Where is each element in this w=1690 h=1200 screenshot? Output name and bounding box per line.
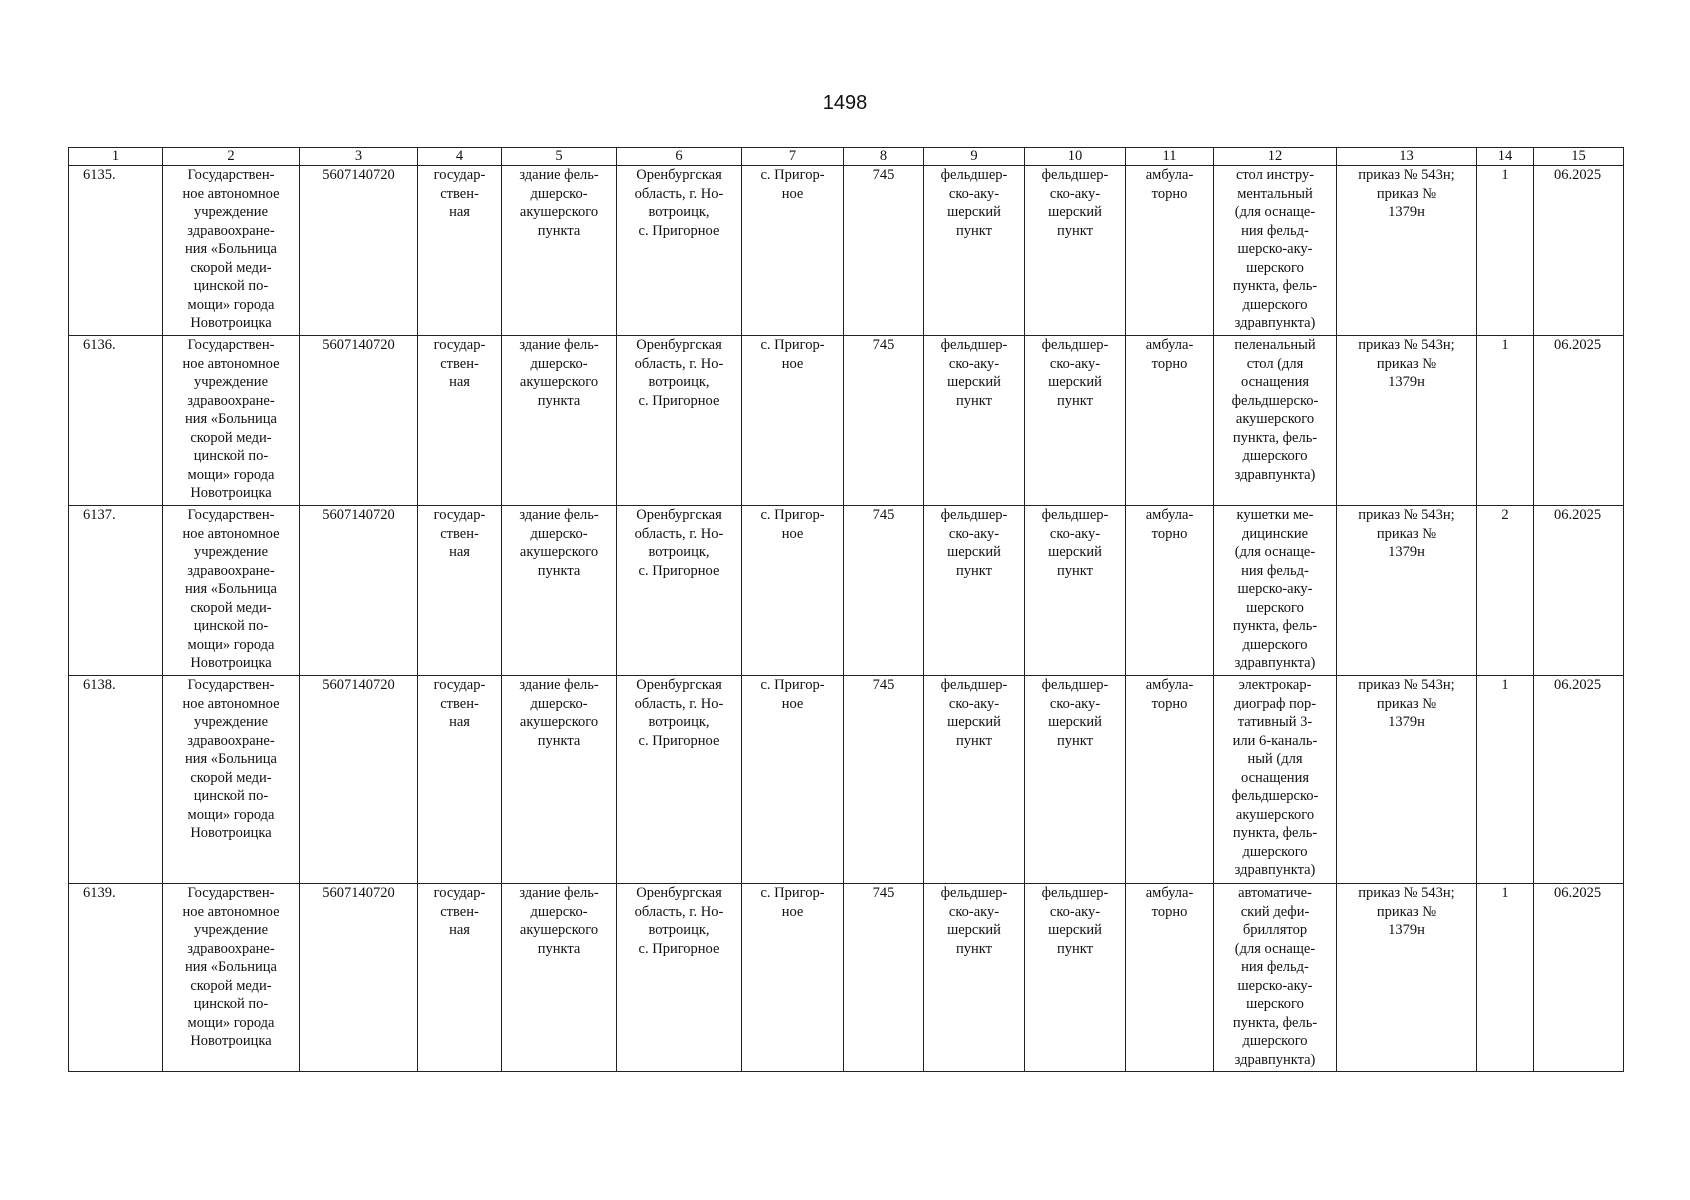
cell-equipment: пеленальный стол (для оснащения фельдшерско- акушерского пункта, фель- дшерского здравпункта) bbox=[1214, 336, 1337, 506]
col-header-5: 5 bbox=[502, 148, 617, 166]
col-header-7: 7 bbox=[742, 148, 844, 166]
cell-quantity: 1 bbox=[1477, 336, 1534, 506]
cell-equipment: электрокар- диограф пор- тативный 3- или 6-каналь- ный (для оснащения фельдшерско- акушерского пункта, фель- дшерского здравпункта) bbox=[1214, 676, 1337, 884]
table-row bbox=[69, 676, 1624, 884]
cell-equipment: автоматиче- ский дефи- бриллятор (для оснаще- ния фельд- шерско-аку- шерского пункта, фель- дшерского здравпункта) bbox=[1214, 884, 1337, 1072]
cell-order: приказ № 543н; приказ № 1379н bbox=[1337, 676, 1477, 884]
cell-address: Оренбургская область, г. Но- вотроицк, с. Пригорное bbox=[617, 676, 742, 884]
cell-care-form: амбула- торно bbox=[1126, 166, 1214, 336]
col-header-13: 13 bbox=[1337, 148, 1477, 166]
cell-equipment: кушетки ме- дицинские (для оснаще- ния фельд- шерско-аку- шерского пункта, фель- дшерского здравпункта) bbox=[1214, 506, 1337, 676]
page-number: 1498 bbox=[822, 92, 868, 114]
cell-number: 6139. bbox=[69, 884, 163, 1072]
cell-inn: 5607140720 bbox=[300, 336, 418, 506]
cell-ownership: государ- ствен- ная bbox=[418, 884, 502, 1072]
cell-organization: Государствен- ное автономное учреждение здравоохране- ния «Больница скорой меди- цинской по- мощи» города Новотроицка bbox=[163, 506, 300, 676]
header-row bbox=[69, 148, 1624, 166]
col-header-4: 4 bbox=[418, 148, 502, 166]
cell-settlement: с. Пригор- ное bbox=[742, 506, 844, 676]
cell-building: здание фель- дшерско- акушерского пункта bbox=[502, 676, 617, 884]
cell-order: приказ № 543н; приказ № 1379н bbox=[1337, 884, 1477, 1072]
cell-order: приказ № 543н; приказ № 1379н bbox=[1337, 166, 1477, 336]
cell-unit: фельдшер- ско-аку- шерский пункт bbox=[1025, 336, 1126, 506]
cell-organization: Государствен- ное автономное учреждение здравоохране- ния «Больница скорой меди- цинской по- мощи» города Новотроицка bbox=[163, 166, 300, 336]
cell-date: 06.2025 bbox=[1534, 166, 1624, 336]
cell-number: 6138. bbox=[69, 676, 163, 884]
cell-organization: Государствен- ное автономное учреждение здравоохране- ния «Больница скорой меди- цинской по- мощи» города Новотроицка bbox=[163, 336, 300, 506]
cell-care-form: амбула- торно bbox=[1126, 676, 1214, 884]
cell-settlement: с. Пригор- ное bbox=[742, 336, 844, 506]
cell-ownership: государ- ствен- ная bbox=[418, 676, 502, 884]
col-header-6: 6 bbox=[617, 148, 742, 166]
cell-inn: 5607140720 bbox=[300, 506, 418, 676]
cell-quantity: 1 bbox=[1477, 884, 1534, 1072]
table-row bbox=[69, 884, 1624, 1072]
cell-facility-type: фельдшер- ско-аку- шерский пункт bbox=[924, 506, 1025, 676]
cell-date: 06.2025 bbox=[1534, 676, 1624, 884]
cell-building: здание фель- дшерско- акушерского пункта bbox=[502, 166, 617, 336]
cell-unit: фельдшер- ско-аку- шерский пункт bbox=[1025, 676, 1126, 884]
cell-ownership: государ- ствен- ная bbox=[418, 506, 502, 676]
cell-organization: Государствен- ное автономное учреждение здравоохране- ния «Больница скорой меди- цинской по- мощи» города Новотроицка bbox=[163, 884, 300, 1072]
cell-building: здание фель- дшерско- акушерского пункта bbox=[502, 336, 617, 506]
cell-settlement: с. Пригор- ное bbox=[742, 166, 844, 336]
cell-building: здание фель- дшерско- акушерского пункта bbox=[502, 506, 617, 676]
col-header-3: 3 bbox=[300, 148, 418, 166]
cell-facility-type: фельдшер- ско-аку- шерский пункт bbox=[924, 166, 1025, 336]
col-header-10: 10 bbox=[1025, 148, 1126, 166]
cell-number: 6136. bbox=[69, 336, 163, 506]
cell-date: 06.2025 bbox=[1534, 884, 1624, 1072]
table-row bbox=[69, 506, 1624, 676]
col-header-9: 9 bbox=[924, 148, 1025, 166]
cell-code: 745 bbox=[844, 676, 924, 884]
col-header-8: 8 bbox=[844, 148, 924, 166]
cell-address: Оренбургская область, г. Но- вотроицк, с. Пригорное bbox=[617, 166, 742, 336]
cell-code: 745 bbox=[844, 336, 924, 506]
registry-table bbox=[68, 147, 1624, 1072]
cell-ownership: государ- ствен- ная bbox=[418, 166, 502, 336]
cell-care-form: амбула- торно bbox=[1126, 336, 1214, 506]
cell-number: 6135. bbox=[69, 166, 163, 336]
cell-inn: 5607140720 bbox=[300, 166, 418, 336]
cell-equipment: стол инстру- ментальный (для оснаще- ния фельд- шерско-аку- шерского пункта, фель- дшерского здравпункта) bbox=[1214, 166, 1337, 336]
cell-unit: фельдшер- ско-аку- шерский пункт bbox=[1025, 884, 1126, 1072]
cell-building: здание фель- дшерско- акушерского пункта bbox=[502, 884, 617, 1072]
cell-care-form: амбула- торно bbox=[1126, 884, 1214, 1072]
col-header-2: 2 bbox=[163, 148, 300, 166]
col-header-11: 11 bbox=[1126, 148, 1214, 166]
cell-number: 6137. bbox=[69, 506, 163, 676]
cell-settlement: с. Пригор- ное bbox=[742, 676, 844, 884]
cell-facility-type: фельдшер- ско-аку- шерский пункт bbox=[924, 884, 1025, 1072]
cell-organization: Государствен- ное автономное учреждение здравоохране- ния «Больница скорой меди- цинской по- мощи» города Новотроицка bbox=[163, 676, 300, 884]
cell-quantity: 1 bbox=[1477, 166, 1534, 336]
cell-code: 745 bbox=[844, 884, 924, 1072]
cell-care-form: амбула- торно bbox=[1126, 506, 1214, 676]
cell-order: приказ № 543н; приказ № 1379н bbox=[1337, 506, 1477, 676]
col-header-1: 1 bbox=[69, 148, 163, 166]
cell-date: 06.2025 bbox=[1534, 336, 1624, 506]
cell-ownership: государ- ствен- ная bbox=[418, 336, 502, 506]
cell-facility-type: фельдшер- ско-аку- шерский пункт bbox=[924, 676, 1025, 884]
table-row bbox=[69, 336, 1624, 506]
col-header-15: 15 bbox=[1534, 148, 1624, 166]
cell-code: 745 bbox=[844, 506, 924, 676]
col-header-12: 12 bbox=[1214, 148, 1337, 166]
cell-quantity: 1 bbox=[1477, 676, 1534, 884]
cell-date: 06.2025 bbox=[1534, 506, 1624, 676]
cell-unit: фельдшер- ско-аку- шерский пункт bbox=[1025, 166, 1126, 336]
cell-address: Оренбургская область, г. Но- вотроицк, с. Пригорное bbox=[617, 506, 742, 676]
cell-address: Оренбургская область, г. Но- вотроицк, с. Пригорное bbox=[617, 884, 742, 1072]
cell-inn: 5607140720 bbox=[300, 884, 418, 1072]
cell-order: приказ № 543н; приказ № 1379н bbox=[1337, 336, 1477, 506]
cell-settlement: с. Пригор- ное bbox=[742, 884, 844, 1072]
cell-inn: 5607140720 bbox=[300, 676, 418, 884]
col-header-14: 14 bbox=[1477, 148, 1534, 166]
cell-code: 745 bbox=[844, 166, 924, 336]
cell-unit: фельдшер- ско-аку- шерский пункт bbox=[1025, 506, 1126, 676]
cell-facility-type: фельдшер- ско-аку- шерский пункт bbox=[924, 336, 1025, 506]
cell-address: Оренбургская область, г. Но- вотроицк, с. Пригорное bbox=[617, 336, 742, 506]
table-row bbox=[69, 166, 1624, 336]
cell-quantity: 2 bbox=[1477, 506, 1534, 676]
